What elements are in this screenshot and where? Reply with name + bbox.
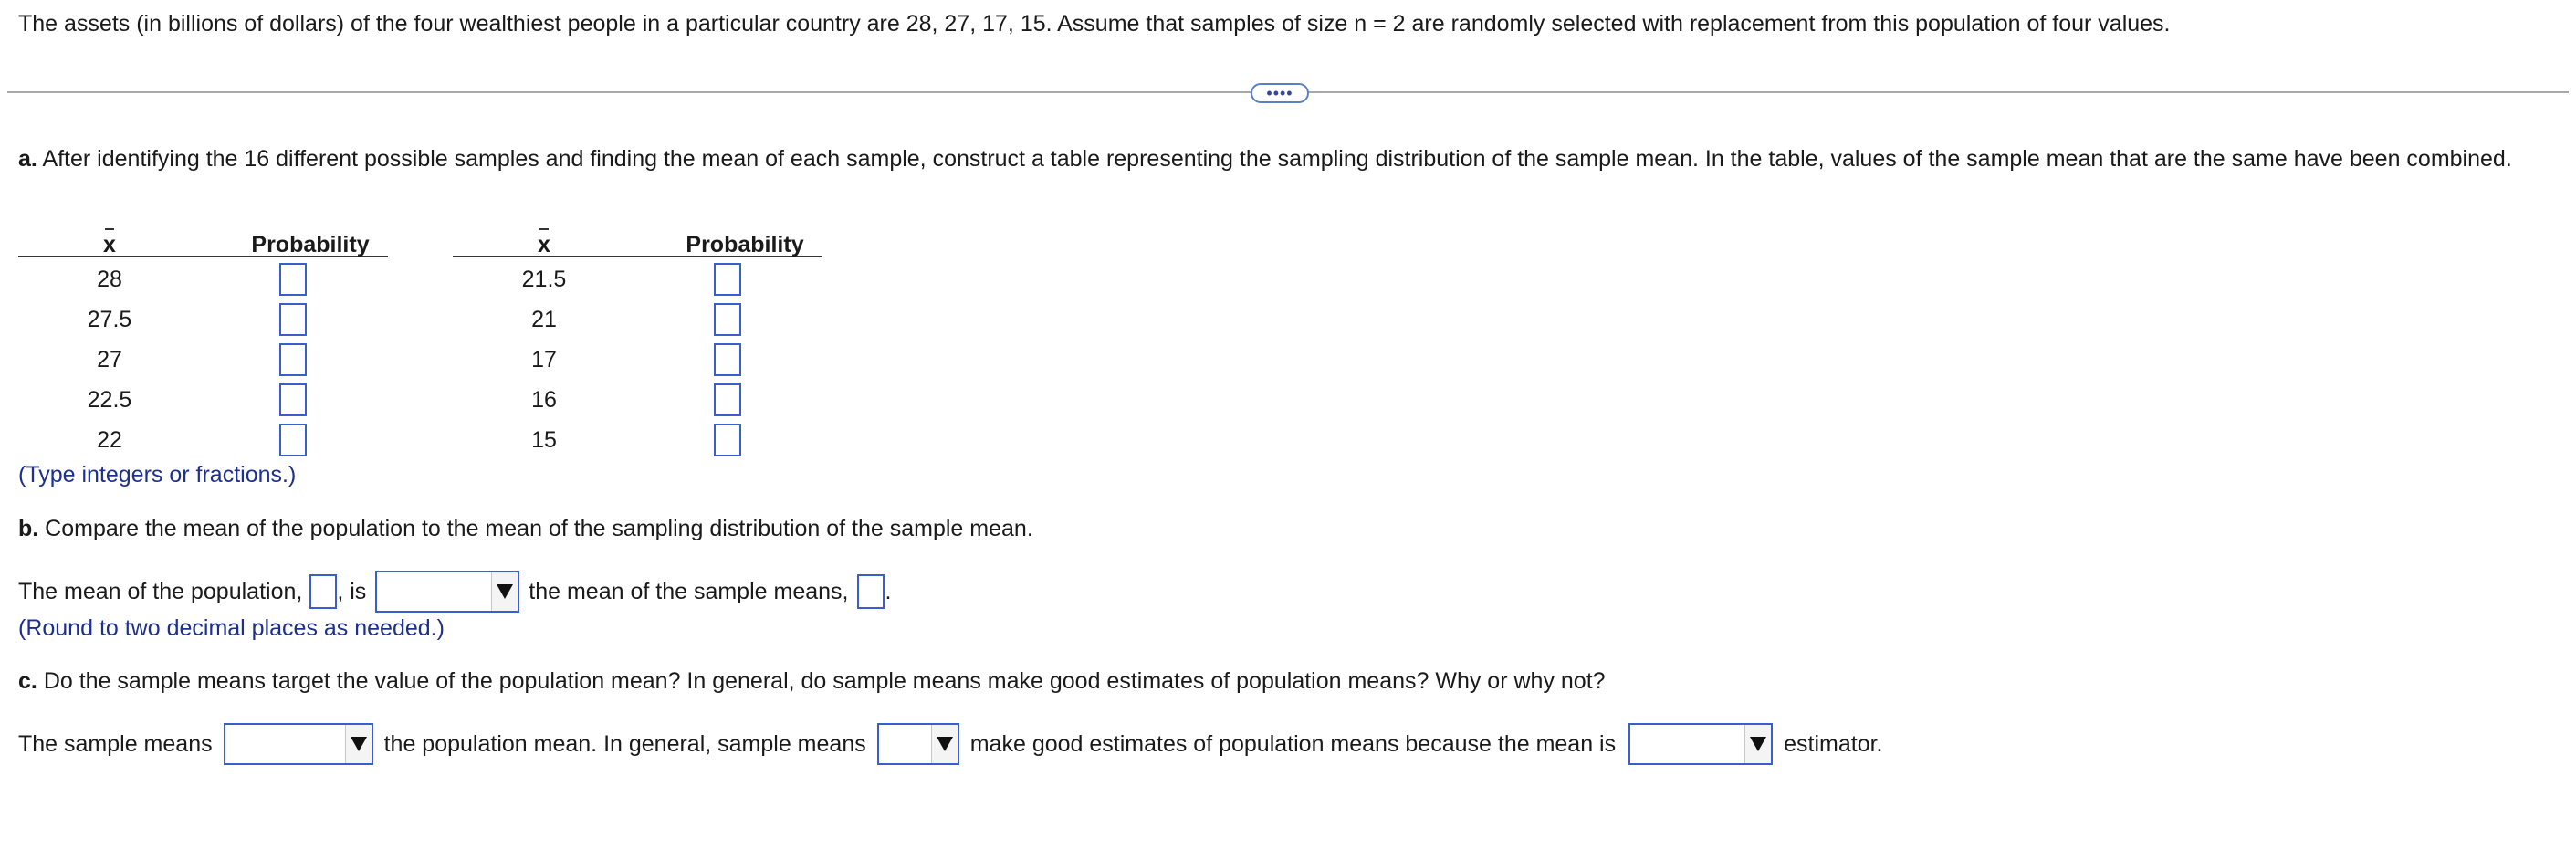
- x-value: 28: [97, 267, 122, 292]
- part-a-question: [18, 144, 2556, 173]
- probability-input[interactable]: [714, 343, 741, 376]
- probability-input[interactable]: [714, 303, 741, 336]
- x-value: 22: [97, 427, 122, 453]
- x-value: 27: [97, 347, 122, 372]
- x-value: 22.5: [87, 387, 132, 413]
- probability-input[interactable]: [714, 424, 741, 456]
- header-probability: Probability: [686, 232, 804, 257]
- part-c-text-4: estimator.: [1784, 730, 1883, 757]
- part-c-label: c.: [18, 668, 37, 694]
- table-header: [453, 223, 822, 257]
- part-c-text-3: make good estimates of population means because the mean is: [969, 730, 1617, 757]
- x-value: 21: [531, 307, 557, 332]
- x-value: 27.5: [87, 307, 132, 332]
- probability-input[interactable]: [279, 424, 307, 456]
- header-x-bar: x: [91, 228, 128, 258]
- sampling-table-left: [18, 223, 388, 460]
- part-a-text: After identifying the 16 different possible samples and finding the mean of each sample, construct a table representing the sampling distribution of the sample mean. In the table, values of the sample mean that are the same have been combined.: [42, 146, 2512, 172]
- x-value: 15: [531, 427, 557, 453]
- part-c-text-1: The sample means: [18, 730, 213, 757]
- target-dropdown[interactable]: [224, 723, 373, 765]
- chevron-down-icon: [1744, 725, 1771, 763]
- part-c-answer-line: [18, 721, 1882, 767]
- probability-input[interactable]: [279, 263, 307, 296]
- probability-input[interactable]: [279, 383, 307, 416]
- probability-input[interactable]: [714, 383, 741, 416]
- part-c-text-2: the population mean. In general, sample means: [383, 730, 866, 757]
- chevron-down-icon: [491, 572, 518, 611]
- part-b-text-4: .: [885, 578, 892, 604]
- part-b-question: [18, 516, 1033, 542]
- header-x-bar: x: [526, 228, 562, 258]
- estimate-dropdown[interactable]: [877, 723, 959, 765]
- part-c-text: Do the sample means target the value of the population mean? In general, do sample means make good estimates of population means? Why or why not?: [43, 668, 1606, 694]
- probability-input[interactable]: [279, 303, 307, 336]
- population-mean-input[interactable]: [309, 574, 337, 609]
- sample-means-mean-input[interactable]: [857, 574, 885, 609]
- estimator-type-dropdown[interactable]: [1628, 723, 1773, 765]
- problem-statement: The assets (in billions of dollars) of the four wealthiest people in a particular country are 28, 27, 17, 15. Assume that samples of size n = 2 are randomly selected with replacement from this population of four values.: [18, 11, 2171, 37]
- part-b-label: b.: [18, 516, 39, 541]
- more-options-button[interactable]: ••••: [1251, 83, 1309, 103]
- part-a-hint: (Type integers or fractions.): [18, 462, 297, 488]
- part-b-text-3: the mean of the sample means,: [529, 578, 849, 604]
- table-header: [18, 223, 388, 257]
- chevron-down-icon: [345, 725, 372, 763]
- part-b-hint: (Round to two decimal places as needed.): [18, 615, 445, 641]
- x-value: 16: [531, 387, 557, 413]
- part-b-text-2: , is: [337, 578, 367, 604]
- part-b-text: Compare the mean of the population to the mean of the sampling distribution of the sample mean.: [45, 516, 1033, 541]
- part-b-text-1: The mean of the population,: [18, 578, 303, 604]
- sampling-table-right: [453, 223, 822, 460]
- part-a-label: a.: [18, 146, 37, 172]
- x-value: 17: [531, 347, 557, 372]
- chevron-down-icon: [931, 725, 958, 763]
- probability-input[interactable]: [279, 343, 307, 376]
- part-b-answer-line: [18, 569, 891, 614]
- probability-input[interactable]: [714, 263, 741, 296]
- header-probability: Probability: [251, 232, 370, 257]
- comparison-dropdown[interactable]: [375, 571, 519, 613]
- part-c-question: [18, 668, 1606, 695]
- x-value: 21.5: [521, 267, 567, 292]
